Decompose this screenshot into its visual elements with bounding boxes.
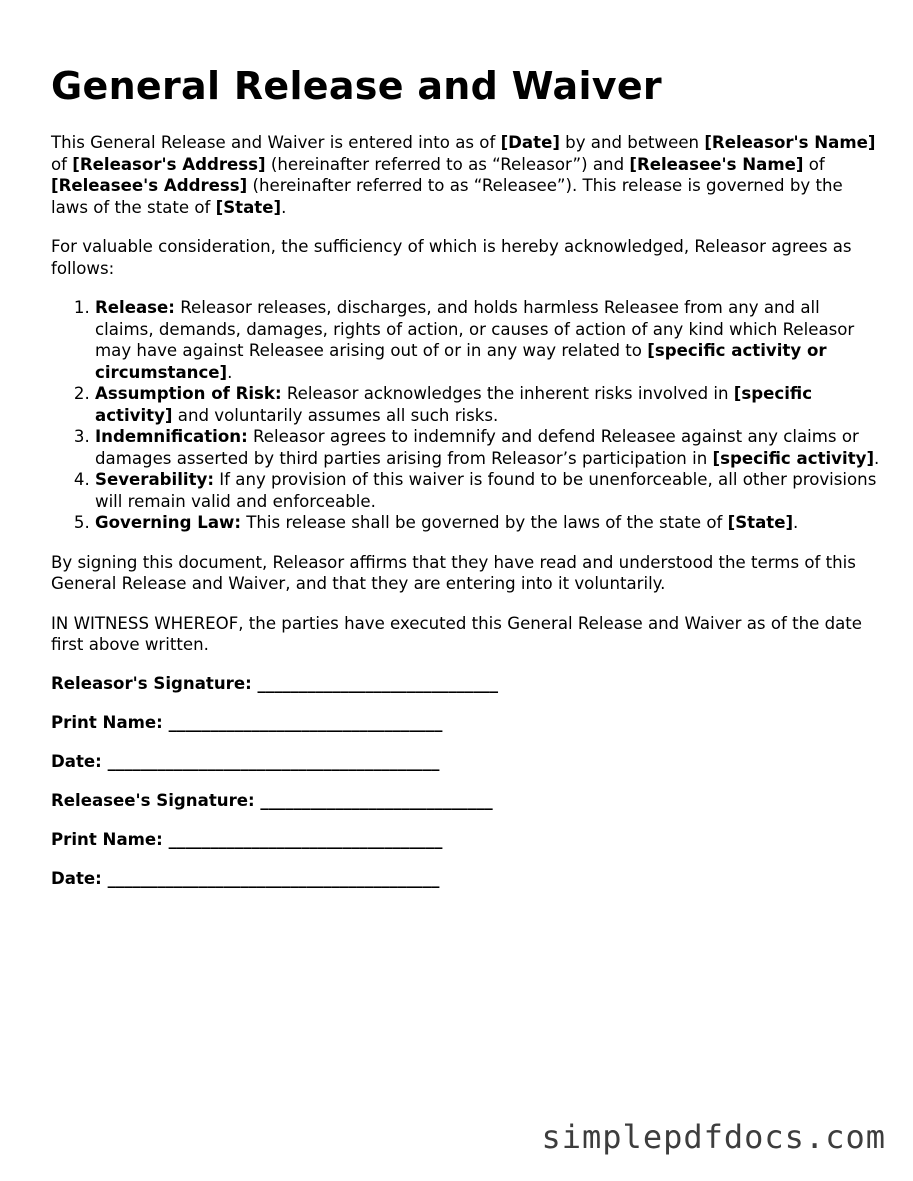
clause-indemnification xyxy=(95,426,881,469)
affirmation-paragraph: By signing this document, Releasor affirms that they have read and understood the terms of this General Release and Waiver, and that they are entering into it voluntarily. xyxy=(51,552,856,593)
clause-heading: Assumption of Risk: xyxy=(95,384,282,403)
releasor-address-placeholder: [Releasor's Address] xyxy=(72,154,266,174)
clause-release xyxy=(95,297,881,383)
clause-assumption-of-risk xyxy=(95,383,881,426)
intro-text-4: (hereinafter referred to as “Releasor”) and xyxy=(265,154,630,174)
intro-text-5: of xyxy=(803,154,825,174)
releasee-date-line[interactable]: Date: ________________________________________ xyxy=(51,869,440,889)
clause-heading: Governing Law: xyxy=(95,513,241,532)
witness-paragraph: IN WITNESS WHEREOF, the parties have executed this General Release and Waiver as of the date first above written. xyxy=(51,613,863,654)
clause-heading: Severability: xyxy=(95,470,214,489)
clause-text: Releasor agrees to indemnify and defend Releasee against any claims or damages asserted by third parties arising from Releasor’s participation in xyxy=(95,427,859,468)
clause-text: Releasor acknowledges the inherent risks involved in xyxy=(281,384,734,403)
intro-text-3: of xyxy=(51,154,73,174)
clause-placeholder: [specific activity] xyxy=(95,384,813,425)
clause-end: . xyxy=(874,448,880,468)
clause-end: . xyxy=(793,513,799,532)
clause-text: Releasor releases, discharges, and holds harmless Releasee from any and all claims, demands, damages, rights of action, or causes of action of any kind which Releasor may have against Releasee arising out of or in any way related to xyxy=(95,298,855,360)
intro-text-2: by and between xyxy=(559,133,705,152)
releasee-print-name-line[interactable]: Print Name: _________________________________ xyxy=(51,830,443,850)
intro-text-7: . xyxy=(281,197,287,217)
clause-governing-law xyxy=(95,512,881,534)
signature-block xyxy=(51,673,881,908)
releasor-signature-line[interactable]: Releasor's Signature: _____________________________ xyxy=(51,673,499,693)
clause-placeholder: [State] xyxy=(727,513,794,532)
consideration-paragraph: For valuable consideration, the sufficiency of which is hereby acknowledged, Releasor agrees as follows: xyxy=(51,237,852,278)
clauses-list xyxy=(51,297,881,534)
clause-severability xyxy=(95,469,881,512)
clause-end: . xyxy=(227,362,233,382)
releasor-name-placeholder: [Releasor's Name] xyxy=(704,133,876,152)
releasee-signature-line[interactable]: Releasee's Signature: ____________________________ xyxy=(51,791,493,811)
clause-heading: Release: xyxy=(95,298,175,317)
clause-end: and voluntarily assumes all such risks. xyxy=(172,405,499,425)
intro-text-1: This General Release and Waiver is entered into as of xyxy=(51,133,501,152)
clause-heading: Indemnification: xyxy=(95,427,248,446)
intro-text-6: (hereinafter referred to as “Releasee”). This release is governed by the laws of the state of xyxy=(51,176,843,217)
clause-text: If any provision of this waiver is found to be unenforceable, all other provisions will remain valid and enforceable. xyxy=(95,470,877,511)
footer-watermark: simplepdfdocs.com xyxy=(541,1118,886,1156)
date-placeholder: [Date] xyxy=(500,133,560,152)
document-page xyxy=(51,62,881,908)
releasee-address-placeholder: [Releasee's Address] xyxy=(51,176,248,195)
intro-paragraph xyxy=(51,132,881,218)
clause-text: This release shall be governed by the laws of the state of xyxy=(240,513,728,532)
state-placeholder: [State] xyxy=(215,197,282,217)
releasor-date-line[interactable]: Date: ________________________________________ xyxy=(51,751,440,771)
document-title: General Release and Waiver xyxy=(51,64,662,108)
releasor-print-name-line[interactable]: Print Name: _________________________________ xyxy=(51,712,443,732)
clause-placeholder: [specific activity] xyxy=(712,448,875,468)
releasee-name-placeholder: [Releasee's Name] xyxy=(629,154,804,174)
clause-placeholder: [specific activity or circumstance] xyxy=(95,341,827,382)
